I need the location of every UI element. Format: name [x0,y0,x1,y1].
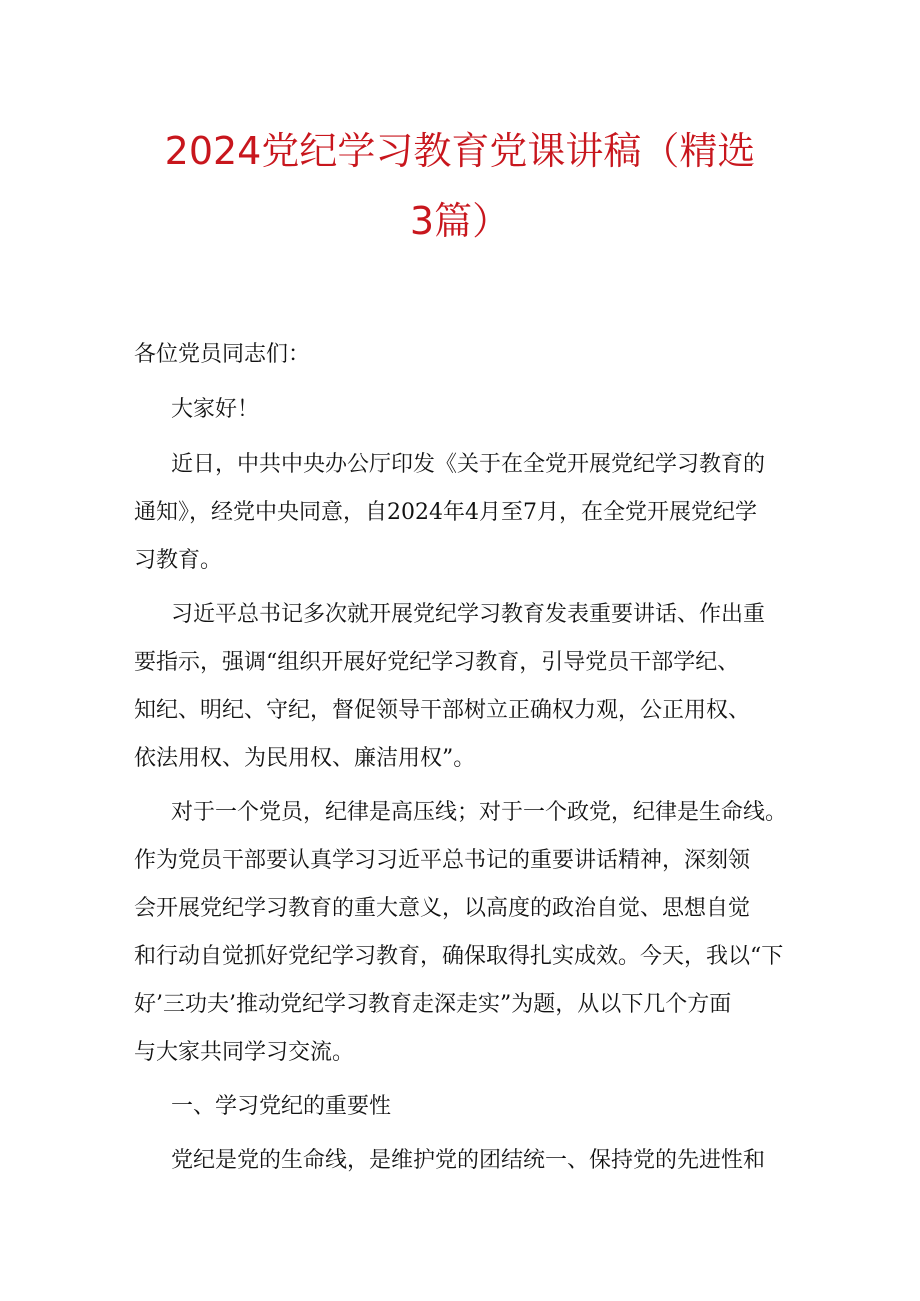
paragraph-1-line-1: 近日，中共中央办公厅印发《关于在全党开展党纪学习教育的 [171,452,766,477]
paragraph-3-line-3: 会开展党纪学习教育的重大意义，以高度的政治自觉、思想自觉 [134,896,751,921]
paragraph-2-line-3: 知纪、明纪、守纪，督促领导干部树立正确权力观，公正用权、 [134,698,751,723]
paragraph-1-line-2: 通知》，经党中央同意，自2024年4月至7月，在全党开展党纪学 [134,500,757,525]
paragraph-2-line-4: 依法用权、为民用权、廉洁用权”。 [134,746,476,771]
paragraph-3-line-6: 与大家共同学习交流。 [134,1040,355,1065]
greeting: 大家好！ [171,397,260,422]
paragraph-3-line-1: 对于一个党员，纪律是高压线；对于一个政党，纪律是生命线。 [171,800,788,825]
paragraph-2-line-2: 要指示，强调“组织开展好党纪学习教育，引导党员干部学纪、 [134,650,740,675]
section-heading-1: 一、学习党纪的重要性 [171,1094,392,1119]
paragraph-3-line-4: 和行动自觉抓好党纪学习教育，确保取得扎实成效。今天，我以“下 [134,944,784,969]
paragraph-2-line-1: 习近平总书记多次就开展党纪学习教育发表重要讲话、作出重 [171,602,766,627]
document-title-line-1: 2024党纪学习教育党课讲稿（精选 [164,129,756,173]
paragraph-3-line-2: 作为党员干部要认真学习习近平总书记的重要讲话精神，深刻领 [134,848,751,873]
paragraph-4-line-1: 党纪是党的生命线，是维护党的团结统一、保持党的先进性和 [171,1148,766,1173]
paragraph-1-line-3: 习教育。 [134,548,223,573]
salutation: 各位党员同志们： [134,342,311,367]
document-title-line-2: 3篇） [409,199,511,243]
paragraph-3-line-5: 好’三功夫’推动党纪学习教育走深走实”为题，从以下几个方面 [134,992,732,1017]
